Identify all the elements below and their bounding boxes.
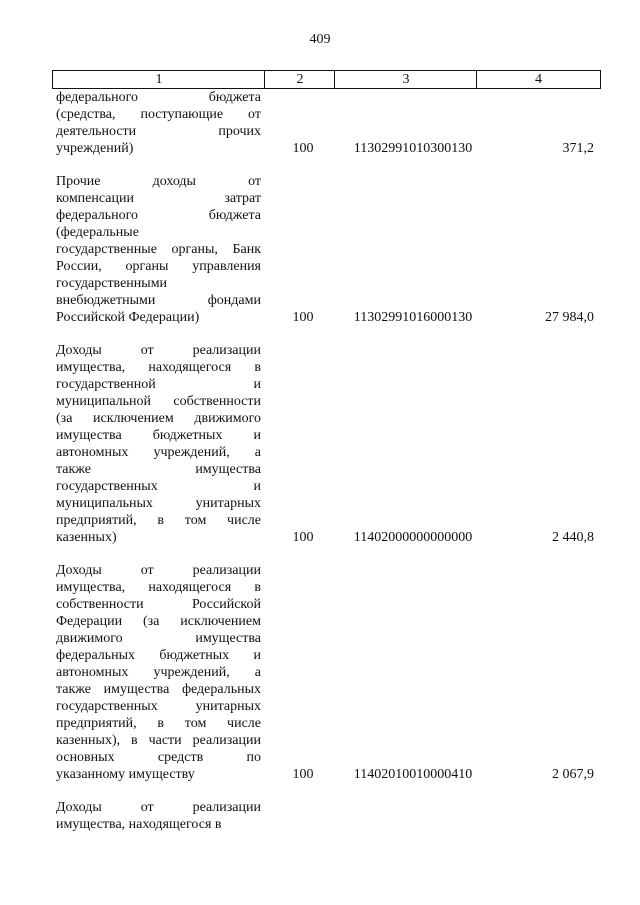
row-description [56,173,261,326]
description-line: движимого имущества [56,631,261,646]
row-description [56,89,261,157]
table-header [52,70,600,88]
description-line: имущества, находящегося в [56,360,261,375]
description-line: федерального бюджета [56,90,261,105]
description-line: автономных учреждений, а [56,665,261,680]
description-line: внебюджетными фондами [56,293,261,308]
description-line: основных средств по [56,750,261,765]
description-line: предприятий, в том числе [56,513,261,528]
description-line: компенсации затрат [56,191,261,206]
table-body [56,89,596,849]
header-col-4: 4 [476,70,601,89]
description-line: имущества, находящегося в [56,580,261,595]
row-description [56,342,261,546]
description-line: казенных), в части реализации [56,733,261,748]
row-admin-code: 100 [292,310,314,325]
description-line: государственных и [56,479,261,494]
table-row [56,173,596,326]
description-line: Доходы от реализации [56,800,261,815]
description-line: государственными [56,276,168,291]
header-col-3: 3 [334,70,477,89]
description-line: государственные органы, Банк [56,242,261,257]
description-line: государственной и [56,377,261,392]
description-line: государственных унитарных [56,699,261,714]
header-col-1: 1 [52,70,265,89]
description-line: федерального бюджета [56,208,261,223]
row-description [56,799,261,833]
description-line: Доходы от реализации [56,563,261,578]
row-admin-code: 100 [292,767,314,782]
description-line: казенных) [56,530,117,545]
row-amount: 27 984,0 [545,310,594,325]
description-line: Федерации (за исключением [56,614,261,629]
description-line: также имущества [56,462,261,477]
row-classification-code: 11302991010300130 [353,141,473,156]
description-line: муниципальной собственности [56,394,261,409]
description-line: (федеральные [56,225,139,240]
row-classification-code: 11402010010000410 [353,767,473,782]
description-line: также имущества федеральных [56,682,261,697]
header-col-2: 2 [264,70,335,89]
description-line: Прочие доходы от [56,174,261,189]
description-line: (средства, поступающие от [56,107,261,122]
row-amount: 2 440,8 [552,530,594,545]
description-line: (за исключением движимого [56,411,261,426]
table-row [56,562,596,783]
description-line: федеральных бюджетных и [56,648,261,663]
table-row [56,342,596,546]
description-line: предприятий, в том числе [56,716,261,731]
description-line: муниципальных унитарных [56,496,261,511]
description-line: имущества бюджетных и [56,428,261,443]
row-admin-code: 100 [292,141,314,156]
row-amount: 371,2 [562,141,594,156]
row-admin-code: 100 [292,530,314,545]
row-classification-code: 11302991016000130 [353,310,473,325]
description-line: собственности Российской [56,597,261,612]
row-description [56,562,261,783]
row-amount: 2 067,9 [552,767,594,782]
table-row [56,799,596,833]
row-classification-code: 11402000000000000 [353,530,473,545]
description-line: России, органы управления [56,259,261,274]
description-line: Доходы от реализации [56,343,261,358]
table-row [56,89,596,157]
description-line: деятельности прочих [56,124,261,139]
description-line: автономных учреждений, а [56,445,261,460]
page-number: 409 [309,32,331,47]
description-line: указанному имуществу [56,767,195,782]
description-line: имущества, находящегося в [56,817,222,832]
description-line: Российской Федерации) [56,310,200,325]
description-line: учреждений) [56,141,134,156]
